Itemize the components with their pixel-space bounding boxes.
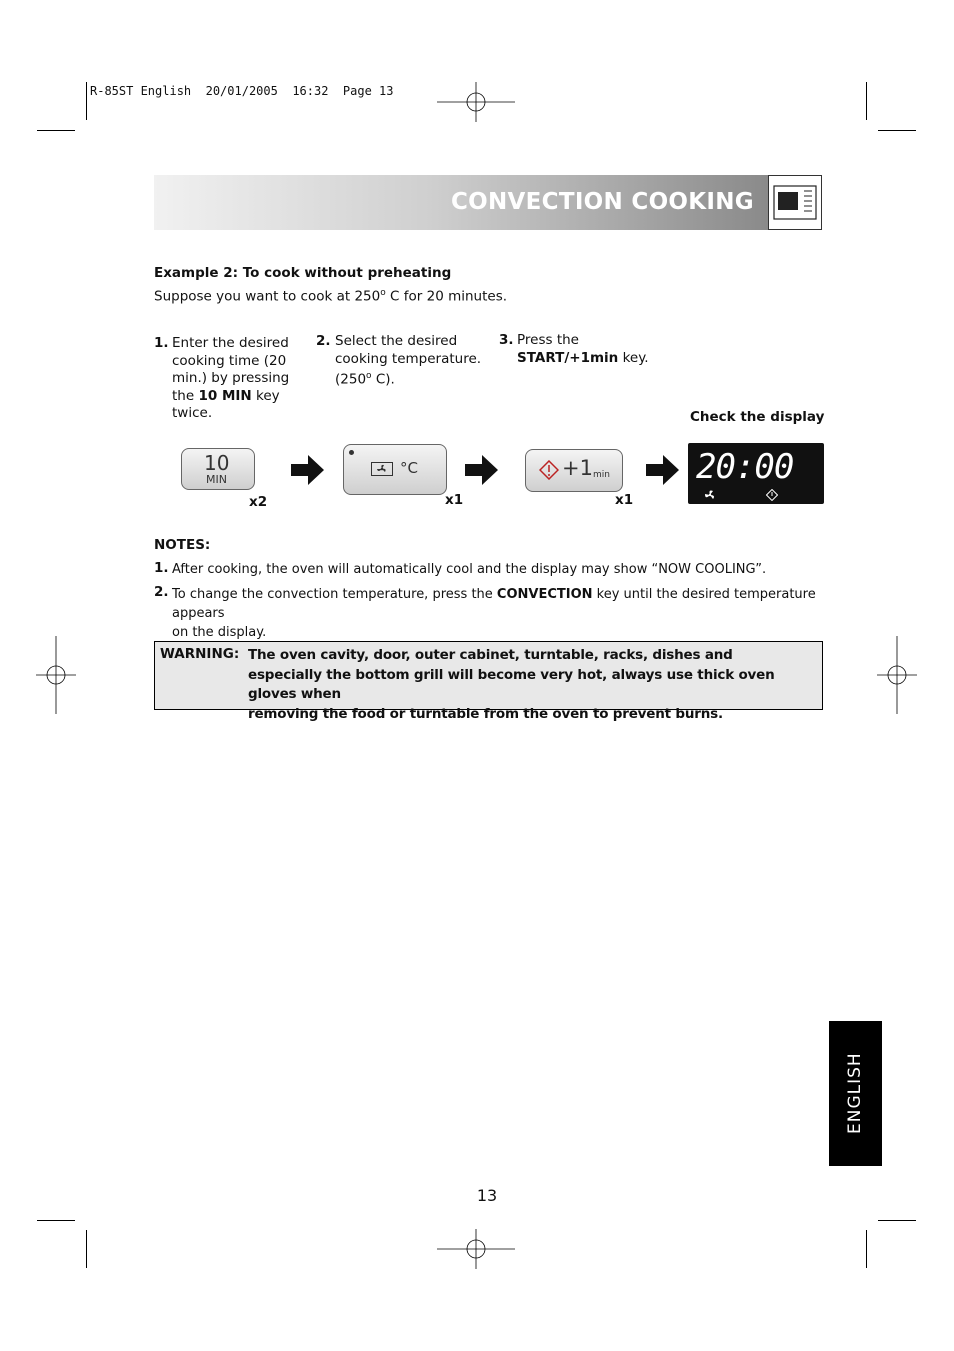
note-2-text [172, 585, 822, 642]
step-3-line: Press the [517, 332, 579, 348]
warning-box [154, 641, 823, 722]
note-2-key-name: CONVECTION [496, 587, 593, 602]
step-1-line: twice. [172, 405, 213, 421]
note-1-text: After cooking, the oven will automatically cool and the display may show “NOW COOLING”. [172, 562, 767, 577]
section-title: CONVECTION COOKING [450, 189, 754, 215]
step-3-line [517, 350, 649, 368]
step-2-text [335, 333, 481, 389]
press-count-x1: x1 [615, 492, 634, 508]
ten-min-key-label: MIN [206, 473, 227, 486]
slug-page: Page 13 [342, 84, 394, 98]
warning-line: especially the bottom grill will become very hot, always use thick oven gloves when [248, 666, 775, 702]
press-count-x2: x2 [249, 494, 268, 510]
registration-mark-top [437, 82, 517, 122]
note-2-post: key until the desired temperature appears [172, 587, 816, 621]
slug-time: 16:32 [292, 84, 329, 98]
fan-icon [371, 462, 393, 476]
degree-sup: o [380, 288, 386, 298]
step-1-line4-post: key [251, 387, 280, 404]
example-desc-end: C for 20 minutes. [385, 288, 508, 305]
warning-text [248, 646, 822, 724]
step-3-line2-post: key. [618, 349, 649, 366]
step-3-key-name: START/+1min [517, 349, 619, 366]
step-2-number: 2. [316, 333, 331, 349]
print-slug [90, 84, 393, 98]
degree-sup: o [366, 371, 372, 381]
step-1-line4-pre: the [172, 387, 199, 404]
note-2-line2: on the display. [172, 625, 267, 640]
notes-title: NOTES: [154, 537, 211, 553]
step-1-number: 1. [154, 335, 169, 351]
display-time: 20:00 [696, 447, 794, 487]
indicator-dot [349, 450, 354, 455]
language-tab-label: ENGLISH [845, 1052, 865, 1135]
start-plus-one-min-key[interactable] [525, 449, 623, 492]
step-1-line [172, 388, 289, 406]
check-display-label: Check the display [690, 409, 825, 425]
celsius-label: °C [400, 459, 418, 477]
slug-file: R-85ST English [90, 84, 192, 98]
ten-min-key-number: 10 [204, 451, 230, 475]
min-subscript: min [593, 470, 610, 480]
step-1-key-name: 10 MIN [198, 387, 252, 404]
microwave-oven-icon [768, 175, 822, 230]
registration-mark-right [877, 636, 917, 714]
note-1-number: 1. [154, 560, 169, 576]
note-2-number: 2. [154, 584, 169, 600]
slug-date: 20/01/2005 [205, 84, 278, 98]
convection-key[interactable] [343, 444, 447, 495]
registration-mark-left [36, 636, 76, 714]
step-3-number: 3. [499, 332, 514, 348]
step-2-line3-post: C). [371, 371, 395, 388]
step-2-line: cooking temperature. [335, 350, 482, 367]
example-desc-start: Suppose you want to cook at 250 [154, 288, 381, 305]
warning-line: removing the food or turntable from the oven to prevent burns. [248, 705, 723, 722]
note-2-pre: To change the convection temperature, press the [172, 587, 497, 602]
step-3-text [517, 332, 649, 367]
step-2-line3-pre: (250 [335, 371, 367, 388]
ten-min-key[interactable] [181, 448, 255, 490]
oven-display [688, 443, 824, 504]
warning-label: WARNING: [160, 646, 240, 662]
registration-mark-bottom [437, 1229, 517, 1269]
example-description [154, 284, 507, 306]
step-2-line: Select the desired [335, 333, 458, 349]
fan-icon [704, 489, 716, 501]
arrow-right-icon [465, 455, 499, 485]
press-count-x1: x1 [445, 492, 464, 508]
example-title: Example 2: To cook without preheating [154, 265, 452, 281]
step-2-line [335, 368, 481, 389]
step-1-line: Enter the desired [172, 335, 289, 351]
step-1-line: cooking time (20 [172, 352, 287, 369]
step-1-line: min.) by pressing [172, 370, 290, 386]
start-icon [539, 460, 559, 480]
arrow-right-icon [291, 455, 325, 485]
warning-line: The oven cavity, door, outer cabinet, turntable, racks, dishes and [248, 647, 733, 663]
arrow-right-icon [646, 455, 680, 485]
page-number: 13 [476, 1186, 498, 1205]
step-1-text [172, 335, 289, 423]
start-indicator-icon [766, 489, 778, 501]
plus-one-label: +1 [562, 456, 593, 480]
